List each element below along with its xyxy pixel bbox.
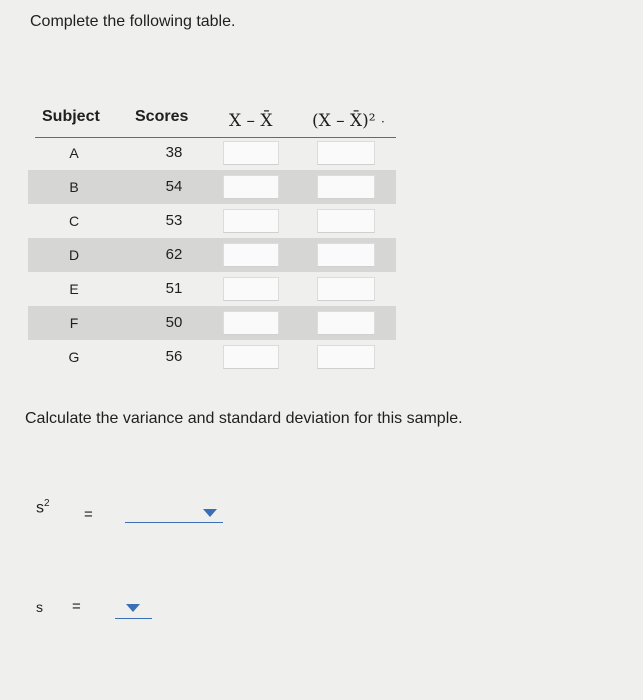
table-row [28,272,396,306]
table-row [28,306,396,340]
score-cell: 38 [165,144,183,161]
score-cell: 62 [165,246,183,263]
std-deviation-dropdown[interactable] [115,600,152,619]
subject-cell: F [69,315,79,331]
deviation-input[interactable] [223,345,279,369]
instruction-text: Complete the following table. [30,13,236,30]
column-header-squared-deviation [312,111,385,131]
squared-deviation-input[interactable] [317,311,375,335]
variance-equals: = [84,506,93,523]
deviation-input[interactable] [223,175,279,199]
squared-deviation-input[interactable] [317,175,375,199]
header-dot: · [381,115,385,129]
subject-cell: E [69,281,79,297]
deviation-input[interactable] [223,277,279,301]
column-header-deviation: X – X̄ [229,111,273,131]
std-deviation-label: s [36,599,43,615]
variance-dropdown[interactable] [125,504,223,523]
table-row [28,170,396,204]
column-header-subject: Subject [42,108,100,125]
score-cell: 50 [165,314,183,331]
squared-deviation-input[interactable] [317,141,375,165]
subject-cell: A [69,145,79,161]
squared-deviation-input[interactable] [317,345,375,369]
variance-exponent: 2 [44,498,50,509]
std-deviation-equals: = [72,598,81,615]
table-row [28,136,396,170]
table-row [28,340,396,374]
squared-deviation-input[interactable] [317,277,375,301]
subject-cell: C [68,213,80,229]
deviation-input[interactable] [223,243,279,267]
squared-deviation-input[interactable] [317,209,375,233]
score-cell: 54 [165,178,183,195]
deviation-input[interactable] [223,311,279,335]
subject-cell: B [69,179,79,195]
score-cell: 51 [165,280,183,297]
squared-header-text: (X – X̄)² [312,111,376,131]
score-cell: 53 [165,212,183,229]
subject-cell: G [68,349,80,365]
table-row [28,238,396,272]
table-row [28,204,396,238]
score-cell: 56 [165,348,183,365]
variance-symbol: s [36,499,44,517]
column-header-scores: Scores [135,108,189,125]
deviation-input[interactable] [223,209,279,233]
squared-deviation-input[interactable] [317,243,375,267]
deviation-input[interactable] [223,141,279,165]
question-text: Calculate the variance and standard deviation for this sample. [25,410,463,427]
dropdown-arrow-icon [203,509,217,517]
variance-label [36,498,50,517]
subject-cell: D [68,247,80,263]
dropdown-arrow-icon [126,604,140,612]
